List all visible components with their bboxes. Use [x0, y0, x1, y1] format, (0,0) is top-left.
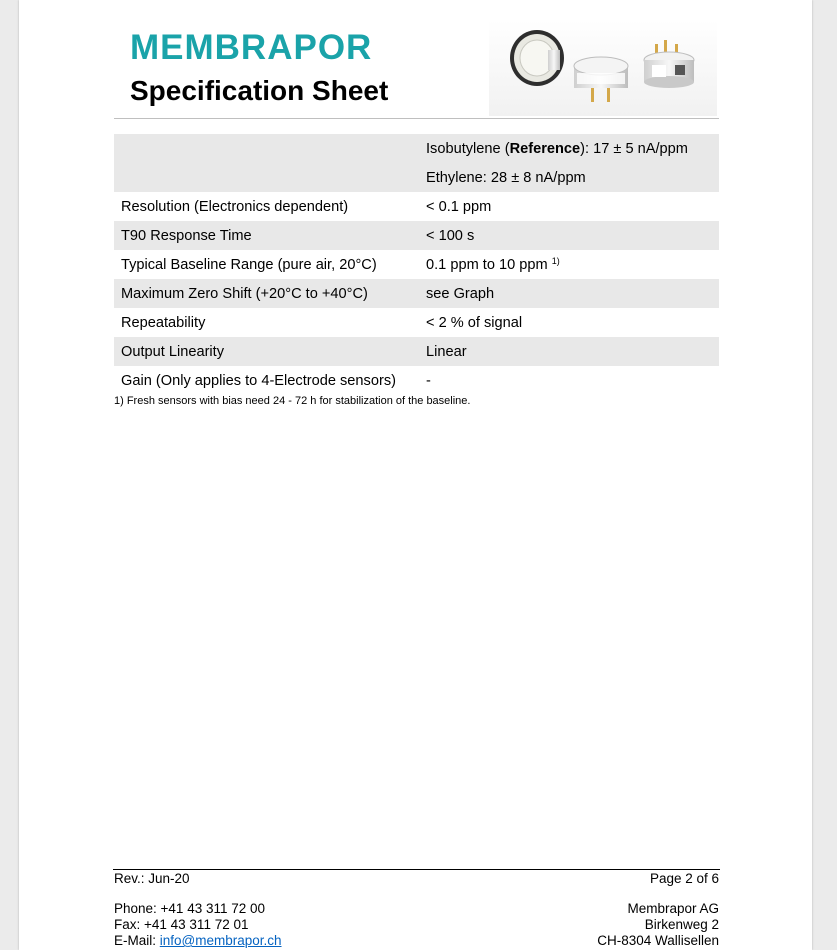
- spec-value: [419, 134, 719, 163]
- contact-block: [114, 901, 282, 949]
- document-page: [19, 0, 812, 950]
- email-link[interactable]: info@membrapor.ch: [159, 933, 282, 948]
- membrapor-logo: MEMBRAPOR: [130, 28, 373, 67]
- phone-text: Phone: +41 43 311 72 00: [114, 901, 266, 916]
- email-line: [114, 933, 282, 949]
- page-number: Page 2 of 6: [649, 871, 719, 886]
- fax-text: Fax: +41 43 311 72 01: [114, 917, 249, 932]
- spec-table: [114, 134, 719, 395]
- table-row: [114, 134, 719, 163]
- value-text: 0.1 ppm to 10 ppm: [426, 257, 548, 273]
- footnote-marker: 1): [551, 256, 560, 266]
- revision-label: Rev.: Jun-20: [114, 871, 190, 886]
- spec-label: Repeatability: [121, 314, 206, 331]
- table-row: [114, 366, 719, 395]
- company-name: Membrapor AG: [627, 901, 719, 916]
- spec-value: < 0.1 ppm: [426, 198, 492, 215]
- table-row: [114, 163, 719, 192]
- spec-label: Output Linearity: [114, 337, 419, 366]
- table-row: [114, 221, 719, 250]
- spec-value: [419, 250, 719, 279]
- table-row: [114, 337, 719, 366]
- spec-value: -: [426, 372, 431, 389]
- spec-value: < 100 s: [419, 221, 719, 250]
- spec-label: T90 Response Time: [114, 221, 419, 250]
- address-block: [559, 901, 719, 949]
- spec-label: [114, 163, 419, 192]
- footnote: 1) Fresh sensors with bias need 24 - 72 h for stabilization of the baseline.: [114, 395, 471, 407]
- table-row: [114, 250, 719, 279]
- street-address: Birkenweg 2: [644, 917, 719, 932]
- city-address: CH-8304 Wallisellen: [597, 933, 719, 948]
- email-label: E-Mail:: [114, 933, 160, 948]
- spec-value: see Graph: [419, 279, 719, 308]
- table-row: [114, 279, 719, 308]
- value-text: Isobutylene (: [426, 140, 510, 157]
- spec-label: Resolution (Electronics dependent): [121, 198, 349, 215]
- spec-value: Linear: [419, 337, 719, 366]
- value-bold-text: Reference: [509, 140, 581, 157]
- spec-label: [114, 134, 419, 163]
- spec-label: Maximum Zero Shift (+20°C to +40°C): [114, 279, 419, 308]
- spec-value: < 2 % of signal: [426, 314, 523, 331]
- header-divider: [114, 118, 719, 119]
- spec-label: Typical Baseline Range (pure air, 20°C): [121, 256, 377, 273]
- sensor-product-photo: [489, 20, 717, 116]
- value-text: ): 17 ± 5 nA/ppm: [580, 140, 688, 157]
- spec-label: Gain (Only applies to 4-Electrode sensors): [121, 372, 396, 389]
- footer-divider: [113, 869, 720, 870]
- table-row: [114, 308, 719, 337]
- spec-value: Ethylene: 28 ± 8 nA/ppm: [419, 163, 719, 192]
- table-row: [114, 192, 719, 221]
- page-title: Specification Sheet: [130, 75, 389, 106]
